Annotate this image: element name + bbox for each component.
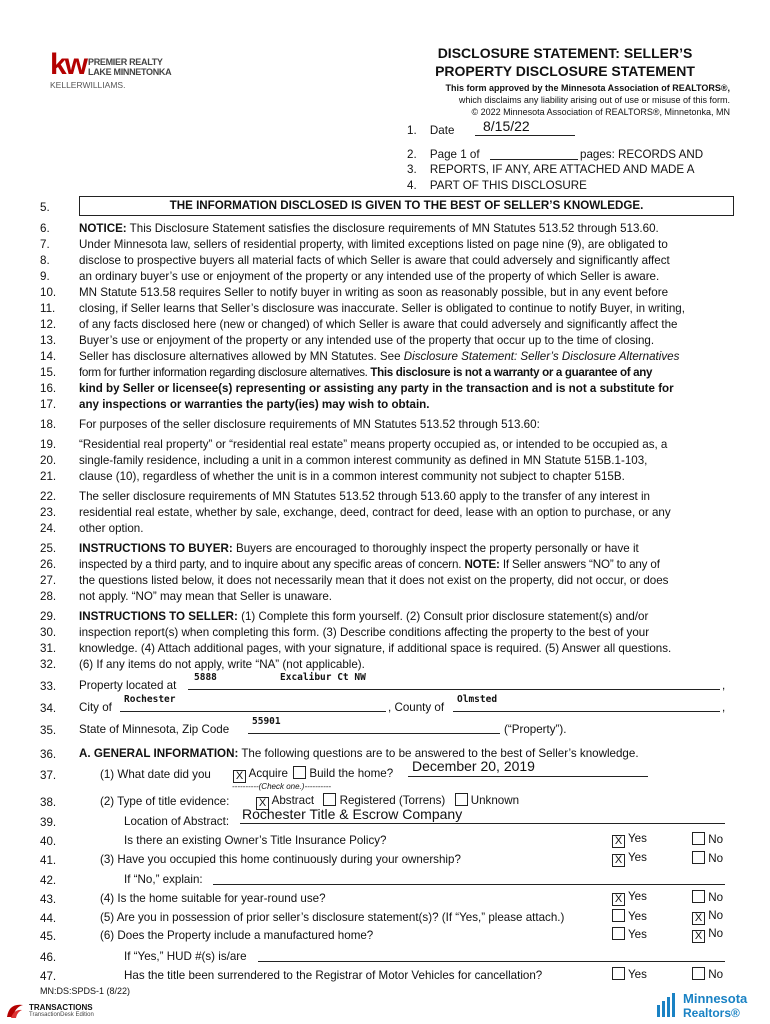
check-one-hint: ----------(Check one.)---------- xyxy=(232,782,332,791)
line-number: 29. xyxy=(40,610,57,623)
line-number: 4. xyxy=(407,179,417,192)
line-text: REPORTS, IF ANY, ARE ATTACHED AND MADE A xyxy=(429,163,695,176)
county-value: Olmsted xyxy=(457,694,498,705)
abstract-location-label: Location of Abstract: xyxy=(124,815,230,828)
approval-line1: This form approved by the Minnesota Association of REALTORS®, xyxy=(445,83,730,93)
line-number: 41. xyxy=(40,854,57,867)
line-number: 38. xyxy=(40,796,57,809)
general-info-heading xyxy=(79,747,729,760)
yes-checkbox[interactable] xyxy=(612,927,625,940)
alternatives-form-title: Disclosure Statement: Seller’s Disclosure Alternatives xyxy=(403,350,680,363)
notice-label: NOTICE: xyxy=(79,222,127,235)
line-number: 24. xyxy=(40,522,57,535)
line-2 xyxy=(407,148,480,161)
section-a-label: A. GENERAL INFORMATION: xyxy=(79,747,239,760)
no-checkbox[interactable]: X xyxy=(692,930,705,943)
date-value: 8/15/22 xyxy=(483,118,530,134)
manufactured-yes xyxy=(612,927,647,941)
title-surrender-yes xyxy=(612,967,647,981)
line-text: not apply. “NO” may mean that Seller is unaware. xyxy=(79,590,333,603)
no-checkbox[interactable] xyxy=(692,890,705,903)
no-label: No xyxy=(708,927,724,940)
line-number: 32. xyxy=(40,658,57,671)
form-id: MN:DS:SPDS-1 (8/22) xyxy=(40,986,131,996)
line-number: 11. xyxy=(40,302,56,315)
banner-text: THE INFORMATION DISCLOSED IS GIVEN TO THE BEST OF SELLER’S KNOWLEDGE. xyxy=(169,199,644,212)
line-text: disclose to prospective buyers all material facts of which Seller is aware that could adversely and significantly affect xyxy=(79,254,670,267)
zip-label: State of Minnesota, Zip Code xyxy=(79,723,230,736)
question-4: (4) Is the home suitable for year-round use? xyxy=(100,892,326,905)
no-checkbox[interactable]: X xyxy=(692,912,705,925)
line-text xyxy=(79,365,727,381)
title-surrender-no xyxy=(692,967,723,981)
if-no-explain-field[interactable] xyxy=(213,871,725,885)
transactions-icon xyxy=(5,1001,25,1021)
date-field[interactable] xyxy=(475,118,575,136)
line-number: 6. xyxy=(40,222,50,235)
abstract-location-value: Rochester Title & Escrow Company xyxy=(242,806,463,822)
line-text: closing, if Seller learns that Seller’s disclosure was inaccurate. Seller is obligated to continue to notify Buyer, in writing, xyxy=(79,302,685,315)
line-text-part: (1) Complete this form yourself. (2) Consult prior disclosure statement(s) and/or xyxy=(237,610,649,623)
yes-label: Yes xyxy=(628,832,647,845)
manufactured-no xyxy=(692,927,723,943)
street-name: Excalibur Ct NW xyxy=(280,672,366,683)
line-text: Under Minnesota law, sellers of residential property, with limited exceptions listed on page nine (9), are obligated to xyxy=(79,238,668,251)
line-text: (6) If any items do not apply, write “NA” (not applicable). xyxy=(79,658,365,671)
line-number: 1. xyxy=(407,124,417,137)
acquire-label: Acquire xyxy=(248,767,288,780)
question-6: (6) Does the Property include a manufactured home? xyxy=(100,929,374,942)
mn-realtors-icon xyxy=(655,993,679,1019)
line-text xyxy=(79,349,727,365)
line-4 xyxy=(407,179,587,192)
city-value: Rochester xyxy=(124,694,176,705)
line-number: 40. xyxy=(40,835,57,848)
comma: , xyxy=(722,701,726,714)
warranty-disclaimer: any inspections or warranties the party(ies) may wish to obtain. xyxy=(79,398,430,411)
comma: , xyxy=(722,679,726,692)
page-suffix: pages: RECORDS AND xyxy=(580,148,704,161)
property-located-label: Property located at xyxy=(79,679,177,692)
line-text: the questions listed below, it does not necessarily mean that it does not exist on the property, did not occur, or does xyxy=(79,574,669,587)
line-number: 27. xyxy=(40,574,57,587)
owners-policy-yes xyxy=(612,832,647,848)
logo-line2: LAKE MINNETONKA xyxy=(88,67,172,77)
county-field[interactable] xyxy=(453,694,720,712)
owners-policy-question: Is there an existing Owner’s Title Insurance Policy? xyxy=(124,834,387,847)
page-count-field[interactable] xyxy=(490,146,578,160)
yes-checkbox[interactable]: X xyxy=(612,893,625,906)
yes-label: Yes xyxy=(628,928,647,941)
torrens-label: Registered (Torrens) xyxy=(339,794,446,807)
line-text: MN Statute 513.58 requires Seller to notify buyer in writing as soon as reasonably possible, but in any event before xyxy=(79,286,669,299)
yes-label: Yes xyxy=(628,851,647,864)
no-checkbox[interactable] xyxy=(692,851,705,864)
line-number: 33. xyxy=(40,680,57,693)
page-label: Page 1 of xyxy=(429,148,480,161)
line-3 xyxy=(407,163,694,176)
transactions-subtitle: TransactionDesk Edition xyxy=(29,1012,94,1018)
question-2: (2) Type of title evidence: xyxy=(100,795,230,808)
notice-line xyxy=(79,221,727,237)
line-number: 20. xyxy=(40,454,57,467)
no-label: No xyxy=(708,968,724,981)
line-number: 30. xyxy=(40,626,57,639)
line-number: 19. xyxy=(40,438,57,451)
line-text: “Residential real property” or “residential real estate” means property occupied as, or intended to be occupied as, a xyxy=(79,438,668,451)
form-title xyxy=(400,44,730,80)
occupied-no xyxy=(692,851,723,865)
approval-line2: which disclaims any liability arising out of use or misuse of this form. xyxy=(458,95,730,105)
prior-disclosure-no xyxy=(692,909,723,925)
abstract-label: Abstract xyxy=(271,794,315,807)
line-number: 39. xyxy=(40,816,57,829)
acquire-build-choice xyxy=(233,766,393,783)
warranty-disclaimer: kind by Seller or licensee(s) representing or assisting any party in the transaction and is not a substitute for xyxy=(79,382,674,395)
yes-checkbox[interactable] xyxy=(612,967,625,980)
line-text xyxy=(79,609,727,625)
line-number: 42. xyxy=(40,874,57,887)
city-label: City of xyxy=(79,701,112,714)
line-text-part: Seller has disclosure alternatives allowed by MN Statutes. See xyxy=(79,350,404,363)
line-number: 15. xyxy=(40,366,57,379)
yes-label: Yes xyxy=(628,910,647,923)
line-number: 18. xyxy=(40,418,57,431)
line-number: 17. xyxy=(40,398,57,411)
county-label: , County of xyxy=(388,701,445,714)
title-line1: DISCLOSURE STATEMENT: SELLER’S xyxy=(437,45,693,61)
line-number: 9. xyxy=(40,270,50,283)
street-number: 5888 xyxy=(194,672,217,683)
logo-line3: KELLERWILLIAMS. xyxy=(50,80,126,90)
line-text: residential real estate, whether by sale, exchange, deed, contract for deed, lease with an option to purchase, or any xyxy=(79,506,671,519)
line-number: 3. xyxy=(407,163,417,176)
property-address-field[interactable] xyxy=(188,672,720,690)
line-number: 5. xyxy=(40,201,50,214)
mn-realtors-logo xyxy=(655,991,765,1021)
prior-disclosure-yes xyxy=(612,909,647,923)
line-number: 13. xyxy=(40,334,57,347)
if-no-explain-label: If “No,” explain: xyxy=(124,873,203,886)
hud-label: If “Yes,” HUD #(s) is/are xyxy=(124,950,247,963)
unknown-label: Unknown xyxy=(470,794,520,807)
zip-field[interactable] xyxy=(248,716,500,734)
title-surrender-question: Has the title been surrendered to the Registrar of Motor Vehicles for cancellation? xyxy=(124,969,543,982)
line-text: The seller disclosure requirements of MN Statutes 513.52 through 513.60 apply to the transfer of any interest in xyxy=(79,490,650,503)
line-number: 37. xyxy=(40,769,57,782)
line-number: 7. xyxy=(40,238,50,251)
line-text xyxy=(79,541,727,557)
line-number: 16. xyxy=(40,382,57,395)
question-3: (3) Have you occupied this home continuously during your ownership? xyxy=(100,853,461,866)
zip-value: 55901 xyxy=(252,716,281,727)
line-number: 35. xyxy=(40,724,57,737)
transactions-logo xyxy=(5,1001,115,1021)
line-number: 31. xyxy=(40,642,57,655)
acquire-date-field[interactable] xyxy=(408,758,648,777)
line-text-part: form for further information regarding disclosure alternatives. xyxy=(79,366,371,379)
warranty-disclaimer: This disclosure is not a warranty or a guarantee of any xyxy=(370,366,653,379)
kw-mark: kw xyxy=(50,48,87,81)
line-text: single-family residence, including a unit in a common interest community as defined in MN Statute 515B.1-103, xyxy=(79,454,648,467)
year-round-no xyxy=(692,890,723,904)
line-text: knowledge. (4) Attach additional pages, with your signature, if additional space is required. (5) Answer all questions. xyxy=(79,642,672,655)
torrens-checkbox[interactable] xyxy=(323,793,336,806)
yes-label: Yes xyxy=(628,890,647,903)
line-1 xyxy=(407,124,454,137)
transactions-title: TRANSACTIONS xyxy=(29,1003,93,1012)
knowledge-banner xyxy=(79,196,734,216)
section-a-text: The following questions are to be answered to the best of Seller’s knowledge. xyxy=(238,747,639,760)
line-text xyxy=(79,557,727,573)
line-text-part: inspected by a third party, and to inquire about any specific areas of concern. xyxy=(79,558,465,571)
line-number: 46. xyxy=(40,951,57,964)
buyer-instructions-heading: INSTRUCTIONS TO BUYER: xyxy=(79,542,233,555)
date-label: Date xyxy=(429,124,455,137)
unknown-checkbox[interactable] xyxy=(455,793,468,806)
note-label: NOTE: xyxy=(464,558,500,571)
line-text-part: If Seller answers “NO” to any of xyxy=(499,558,660,571)
line-text: Buyer’s use or enjoyment of the property or any intended use of the property that occur up to the time of closing. xyxy=(79,334,655,347)
acquire-date-value: December 20, 2019 xyxy=(412,758,535,774)
line-number: 36. xyxy=(40,748,57,761)
yes-checkbox[interactable] xyxy=(612,909,625,922)
approval-notice xyxy=(395,82,730,118)
line-number: 21. xyxy=(40,470,57,483)
line-number: 26. xyxy=(40,558,57,571)
mn-realtors-line2: Realtors® xyxy=(683,1006,740,1020)
line-text: of any facts disclosed here (new or changed) of which Seller is aware that could adversely and significantly affect the xyxy=(79,318,678,331)
line-number: 14. xyxy=(40,350,57,363)
acquire-checkbox[interactable]: X xyxy=(233,770,246,783)
line-number: 12. xyxy=(40,318,57,331)
line-text: clause (10), regardless of whether the unit is in a common interest community not subject to chapter 515B. xyxy=(79,470,625,483)
line-number: 23. xyxy=(40,506,57,519)
line-number: 43. xyxy=(40,893,57,906)
year-round-yes xyxy=(612,890,647,906)
line-text: an ordinary buyer’s use or enjoyment of the property or any intended use of the property of which Seller is aware. xyxy=(79,270,660,283)
yes-checkbox[interactable]: X xyxy=(612,854,625,867)
yes-label: Yes xyxy=(628,968,647,981)
owners-policy-no xyxy=(692,832,723,846)
mn-realtors-line1: Minnesota xyxy=(683,991,748,1006)
no-label: No xyxy=(708,891,724,904)
line-number: 34. xyxy=(40,702,57,715)
hud-field[interactable] xyxy=(258,948,725,962)
no-checkbox[interactable] xyxy=(692,832,705,845)
line-number: 25. xyxy=(40,542,57,555)
line-number: 44. xyxy=(40,912,57,925)
no-checkbox[interactable] xyxy=(692,967,705,980)
abstract-checkbox[interactable]: X xyxy=(256,797,269,810)
line-text: PART OF THIS DISCLOSURE xyxy=(429,179,587,192)
question-1: (1) What date did you xyxy=(100,768,211,781)
line-number: 28. xyxy=(40,590,57,603)
no-label: No xyxy=(708,852,724,865)
logo-line1: PREMIER REALTY xyxy=(88,57,163,67)
line-text: This Disclosure Statement satisfies the disclosure requirements of MN Statutes 513.52 through 513.60. xyxy=(126,222,659,235)
kw-logo xyxy=(50,48,175,92)
approval-line3: © 2022 Minnesota Association of REALTORS®, Minnetonka, MN xyxy=(471,107,730,117)
build-label: Build the home? xyxy=(309,767,394,780)
line-text-part: Buyers are encouraged to thoroughly inspect the property personally or have it xyxy=(232,542,639,555)
line-text: inspection report(s) when completing this form. (3) Describe conditions affecting the property to the best of your xyxy=(79,626,650,639)
line-number: 45. xyxy=(40,930,57,943)
line-number: 2. xyxy=(407,148,417,161)
property-suffix: (“Property”). xyxy=(504,723,567,736)
occupied-yes xyxy=(612,851,647,867)
title-line2: PROPERTY DISCLOSURE STATEMENT xyxy=(435,63,695,79)
abstract-location-field[interactable] xyxy=(240,806,725,824)
line-number: 8. xyxy=(40,254,50,267)
city-field[interactable] xyxy=(120,694,386,712)
line-text: For purposes of the seller disclosure requirements of MN Statutes 513.52 through 513.60: xyxy=(79,418,540,431)
yes-checkbox[interactable]: X xyxy=(612,835,625,848)
question-5: (5) Are you in possession of prior seller’s disclosure statement(s)? (If “Yes,” please attach.) xyxy=(100,911,565,924)
build-checkbox[interactable] xyxy=(293,766,306,779)
line-number: 10. xyxy=(40,286,57,299)
no-label: No xyxy=(708,909,724,922)
no-label: No xyxy=(708,833,724,846)
line-number: 47. xyxy=(40,970,57,983)
line-text: other option. xyxy=(79,522,144,535)
seller-instructions-heading: INSTRUCTIONS TO SELLER: xyxy=(79,610,238,623)
line-number: 22. xyxy=(40,490,57,503)
